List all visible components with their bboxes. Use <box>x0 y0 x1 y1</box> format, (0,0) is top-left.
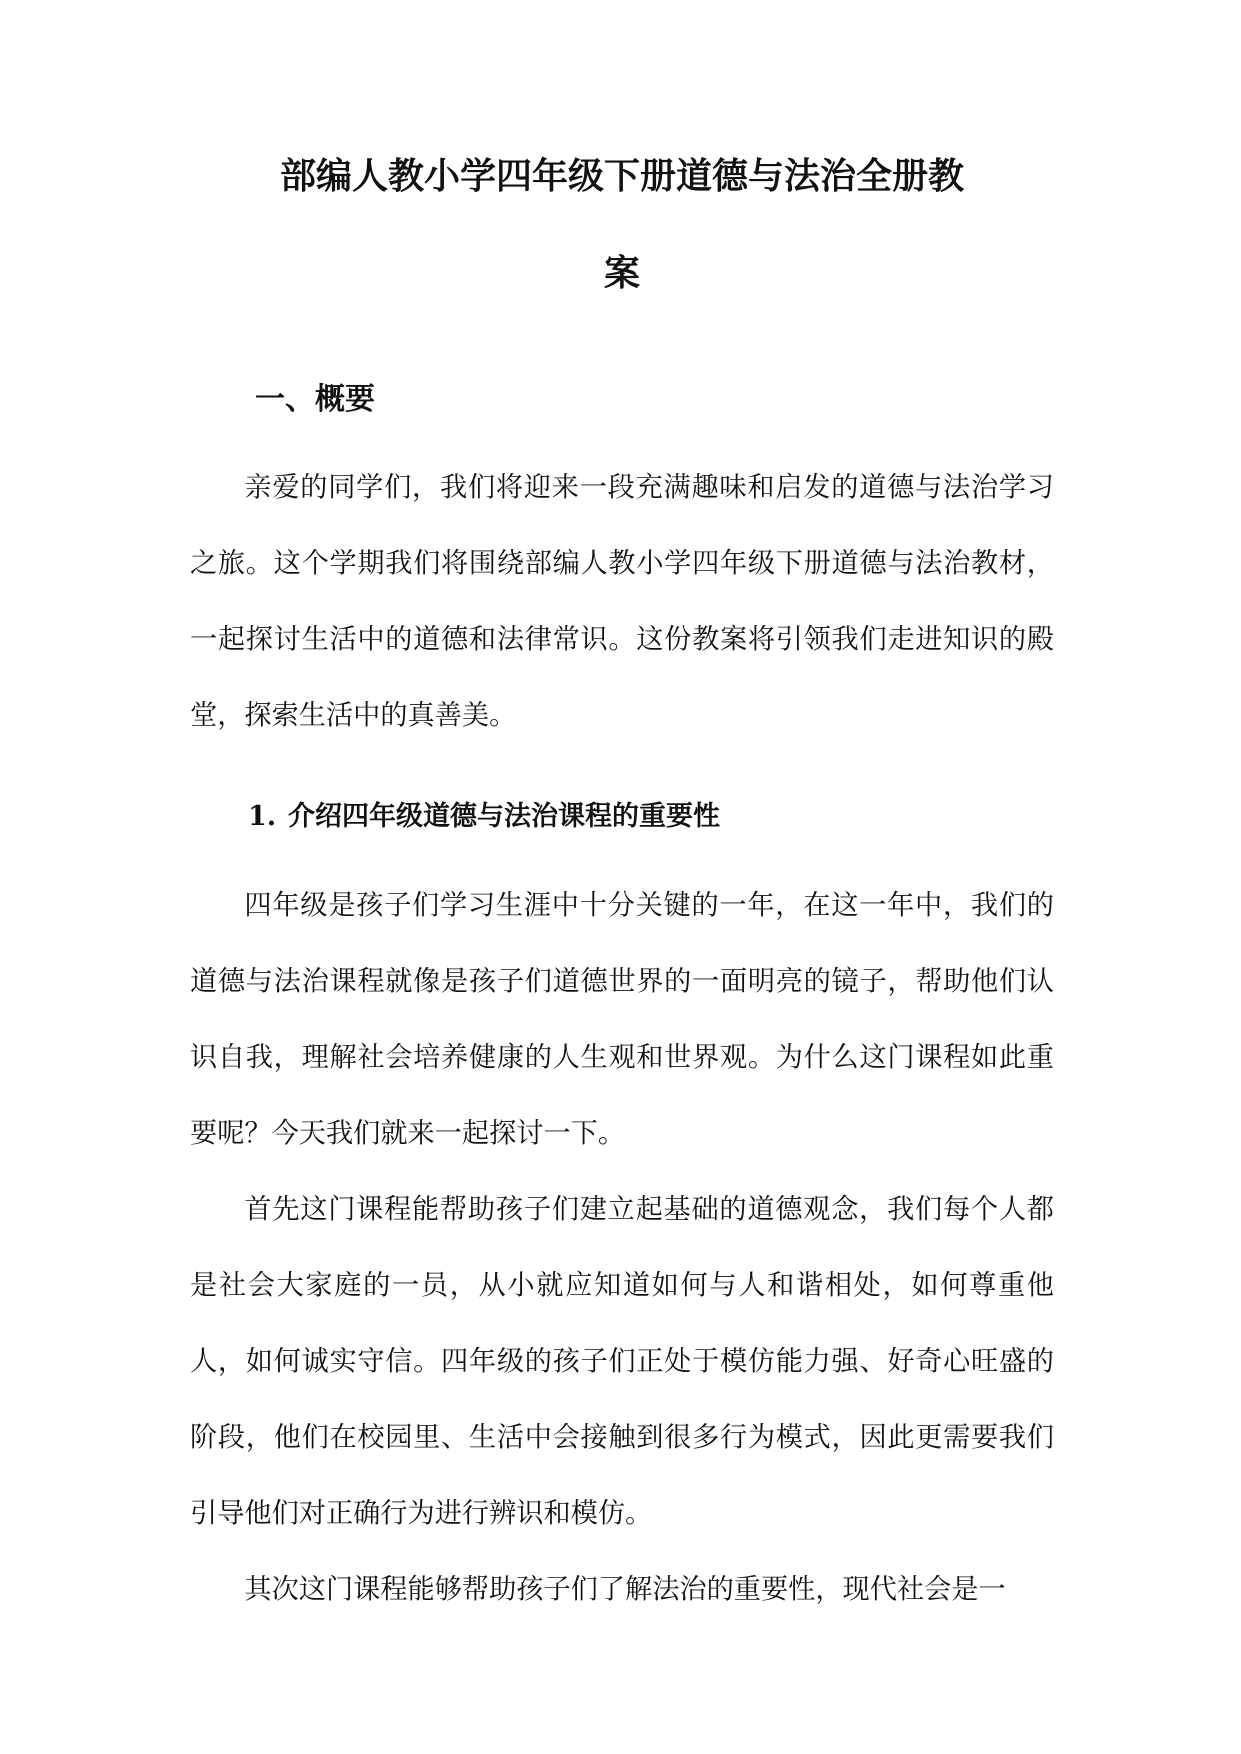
document-title-line-1: 部编人教小学四年级下册道德与法治全册教 <box>279 155 964 197</box>
document-title-line-2: 案 <box>603 252 640 294</box>
paragraph-importance-3: 其次这门课程能够帮助孩子们了解法治的重要性，现代社会是一 <box>244 1574 1006 1605</box>
subsection-heading-importance <box>248 800 720 834</box>
section-heading-overview: 一、概要 <box>255 382 375 417</box>
paragraph-importance-2: 首先这门课程能帮助孩子们建立起基础的道德观念，我们每个人都是社会大家庭的一员，从小就应知道如何与人和谐相处，如何尊重他人，如何诚实守信。四年级的孩子们正处于模仿能力强、好奇心旺盛的阶段，他们在校园里、生活中会接触到很多行为模式，因此更需要我们引导他们对正确行为进行辨识和模仿。 <box>190 1194 1054 1529</box>
subsection-heading-text: 介绍四年级道德与法治课程的重要性 <box>288 801 720 832</box>
paragraph-intro: 亲爱的同学们，我们将迎来一段充满趣味和启发的道德与法治学习之旅。这个学期我们将围绕部编人教小学四年级下册道德与法治教材，一起探讨生活中的道德和法律常识。这份教案将引领我们走进知识的殿堂，探索生活中的真善美。 <box>190 472 1054 731</box>
subsection-number: 1. <box>248 801 277 832</box>
paragraph-importance-1: 四年级是孩子们学习生涯中十分关键的一年，在这一年中，我们的道德与法治课程就像是孩子们道德世界的一面明亮的镜子，帮助他们认识自我，理解社会培养健康的人生观和世界观。为什么这门课程如此重要呢？今天我们就来一起探讨一下。 <box>190 890 1054 1149</box>
